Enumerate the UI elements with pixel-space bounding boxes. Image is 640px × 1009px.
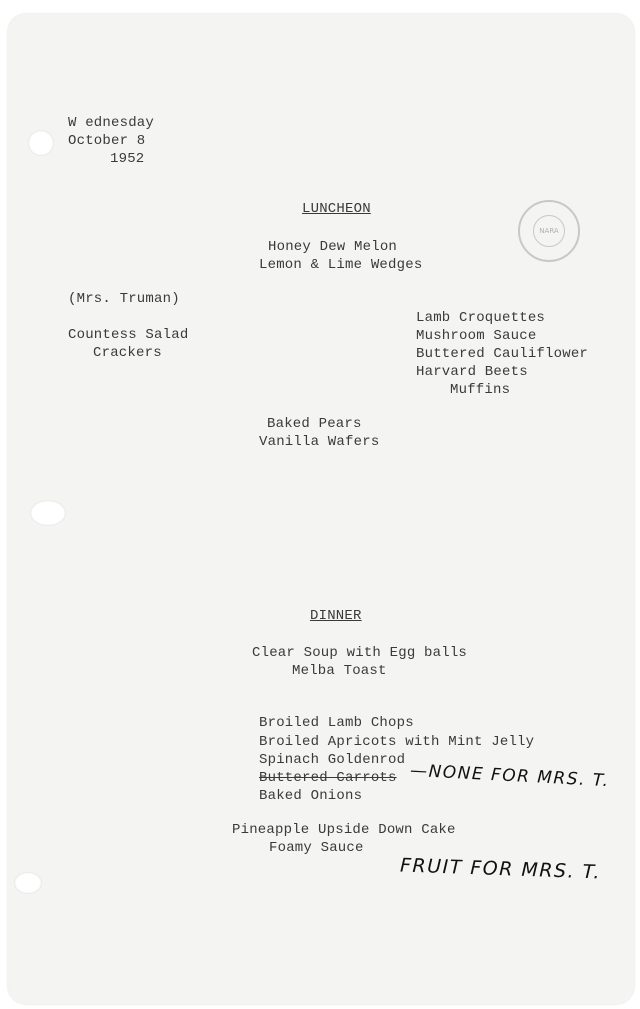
luncheon-main-3: Buttered Cauliflower [416,346,589,362]
dinner-soup-2: Melba Toast [292,663,387,679]
punch-hole-top [28,130,54,156]
stamp-center-text: NARA [539,227,559,235]
luncheon-main-5: Muffins [450,382,511,398]
dinner-main-1: Broiled Lamb Chops [259,715,414,731]
library-stamp [518,200,580,262]
date-day: W ednesday [68,115,155,131]
dinner-soup-1: Clear Soup with Egg balls [252,645,468,661]
luncheon-main-1: Lamb Croquettes [416,310,546,326]
mrs-truman-item-1: Countess Salad [68,327,189,343]
dinner-main-4-struck: Buttered Carrots [259,770,397,786]
luncheon-starter-2: Lemon & Lime Wedges [259,257,423,273]
mrs-truman-item-2: Crackers [93,345,162,361]
dinner-dessert-1: Pineapple Upside Down Cake [232,822,456,838]
dinner-main-3: Spinach Goldenrod [259,752,406,768]
dessert-annotation: FRUIT FOR MRS. T. [399,854,602,884]
luncheon-dessert-2: Vanilla Wafers [259,434,380,450]
mrs-truman-label: (Mrs. Truman) [68,291,180,307]
luncheon-dessert-1: Baked Pears [267,416,362,432]
dinner-main-2: Broiled Apricots with Mint Jelly [259,734,535,750]
dinner-dessert-2: Foamy Sauce [269,840,364,856]
luncheon-starter-1: Honey Dew Melon [268,239,398,255]
date-month-day: October 8 [68,133,146,149]
date-year: 1952 [110,151,145,167]
punch-hole-bottom [14,872,42,894]
dinner-heading: DINNER [310,608,362,624]
punch-hole-middle [30,500,66,526]
luncheon-main-2: Mushroom Sauce [416,328,537,344]
luncheon-main-4: Harvard Beets [416,364,528,380]
dinner-main-5: Baked Onions [259,788,363,804]
luncheon-heading: LUNCHEON [302,201,371,217]
carrots-annotation: —NONE FOR MRS. T. [409,760,611,792]
